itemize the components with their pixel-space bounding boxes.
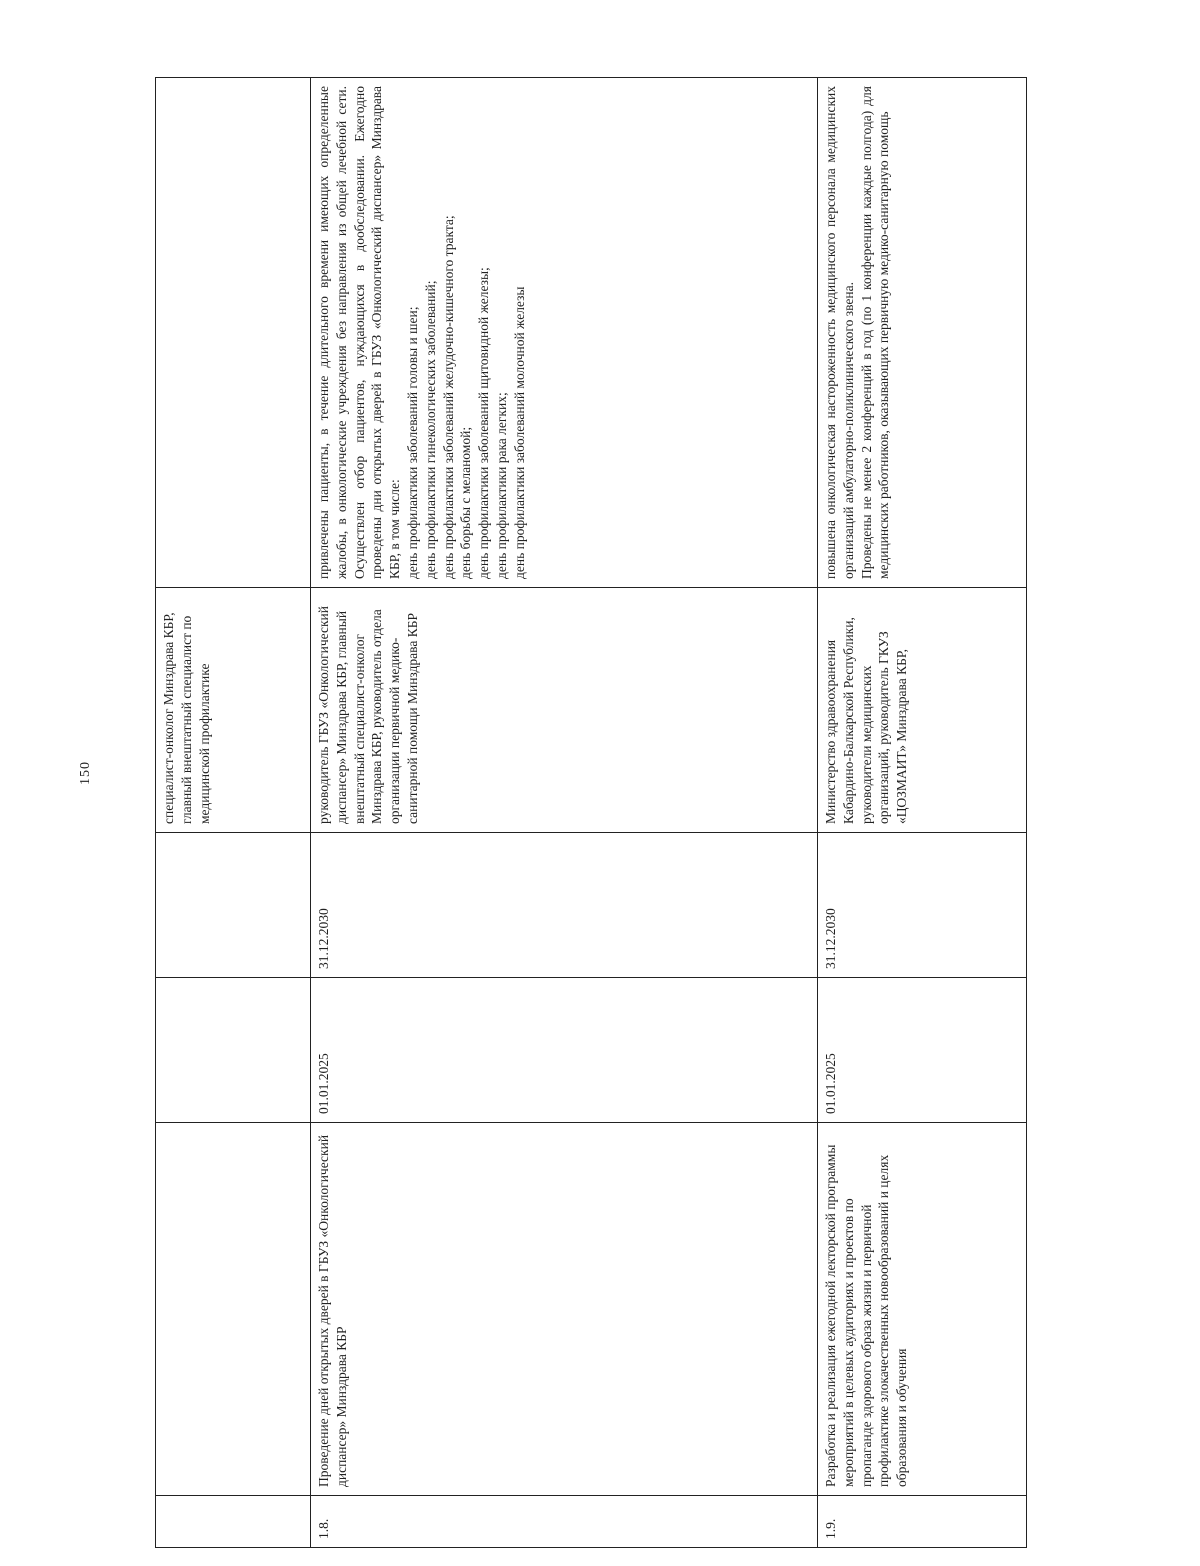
end-date: 31.12.2030 — [818, 833, 1027, 978]
activity-name: Проведение дней открытых дверей в ГБУЗ «Онкологический диспансер» Минздрава КБР — [311, 1123, 818, 1496]
result-text: привлечены пациенты, в течение длительного времени имеющих определенные жалобы, в онкологические учреждения без направления из общей лечебной сети. Осуществлен отбор пациентов, нуждающихся в дообследовании. Ежегодно проведены дни открытых дверей в ГБУЗ «Онкологический диспансер» Минздрава КБР, в том числе: — [316, 86, 403, 579]
responsible-parties: Министерство здравоохранения Кабардино-Балкарской Республики, руководители медицинских организаций, руководитель ГКУЗ «ЦОЗМАИТ» Минздрава КБР, — [818, 588, 1027, 833]
activity-name: Разработка и реализация ежегодной лекторской программы мероприятий в целевых аудиториях и проектов по пропаганде здорового образа жизни и первичной профилактике злокачественных новообразований и целях образования и обучения — [818, 1123, 1027, 1496]
result-item: день профилактики заболеваний молочной железы — [511, 286, 527, 579]
start-date: 01.01.2025 — [311, 978, 818, 1123]
result-text: повышена онкологическая настороженность медицинского персонала медицинских организаций амбулаторно-поликлинического звена. — [823, 86, 856, 579]
cell-end — [156, 833, 311, 978]
end-date: 31.12.2030 — [311, 833, 818, 978]
result-text: Проведены не менее 2 конференций в год (по 1 конференции каждые полгода) для медицинских работников, оказывающих первичную медико-санитарную помощь — [858, 86, 892, 579]
table-row — [818, 78, 1027, 1548]
result-item: день профилактики гинекологических заболеваний; — [422, 280, 438, 579]
result-item: день профилактики рака легких; — [493, 392, 509, 579]
rotated-table-container — [155, 78, 1045, 1548]
row-number: 1.8. — [311, 1496, 818, 1548]
result-item: день борьбы с меланомой; — [458, 426, 474, 579]
result-item: день профилактики заболеваний щитовидной железы; — [476, 267, 492, 579]
page-number: 150 — [78, 761, 93, 785]
cell-result — [156, 78, 311, 588]
row-number: 1.9. — [818, 1496, 1027, 1548]
start-date: 01.01.2025 — [818, 978, 1027, 1123]
result-item: день профилактики заболеваний желудочно-кишечного тракта; — [440, 215, 456, 579]
expected-result — [311, 78, 818, 588]
cell-name — [156, 1123, 311, 1496]
responsible-parties: руководитель ГБУЗ «Онкологический диспансер» Минздрава КБР, главный внештатный специалист-онколог Минздрава КБР, руководитель отдела организации первичной медико-санитарной помощи Минздрава КБР — [311, 588, 818, 833]
cell-start — [156, 978, 311, 1123]
table-row — [311, 78, 818, 1548]
table-row-continuation — [156, 78, 311, 1548]
action-plan-table — [155, 77, 1027, 1548]
cell-responsible: специалист-онколог Минздрава КБР, главный внештатный специалист по медицинской профилактике — [156, 588, 311, 833]
expected-result — [818, 78, 1027, 588]
cell-num — [156, 1496, 311, 1548]
result-item: день профилактики заболеваний головы и шеи; — [404, 306, 420, 579]
